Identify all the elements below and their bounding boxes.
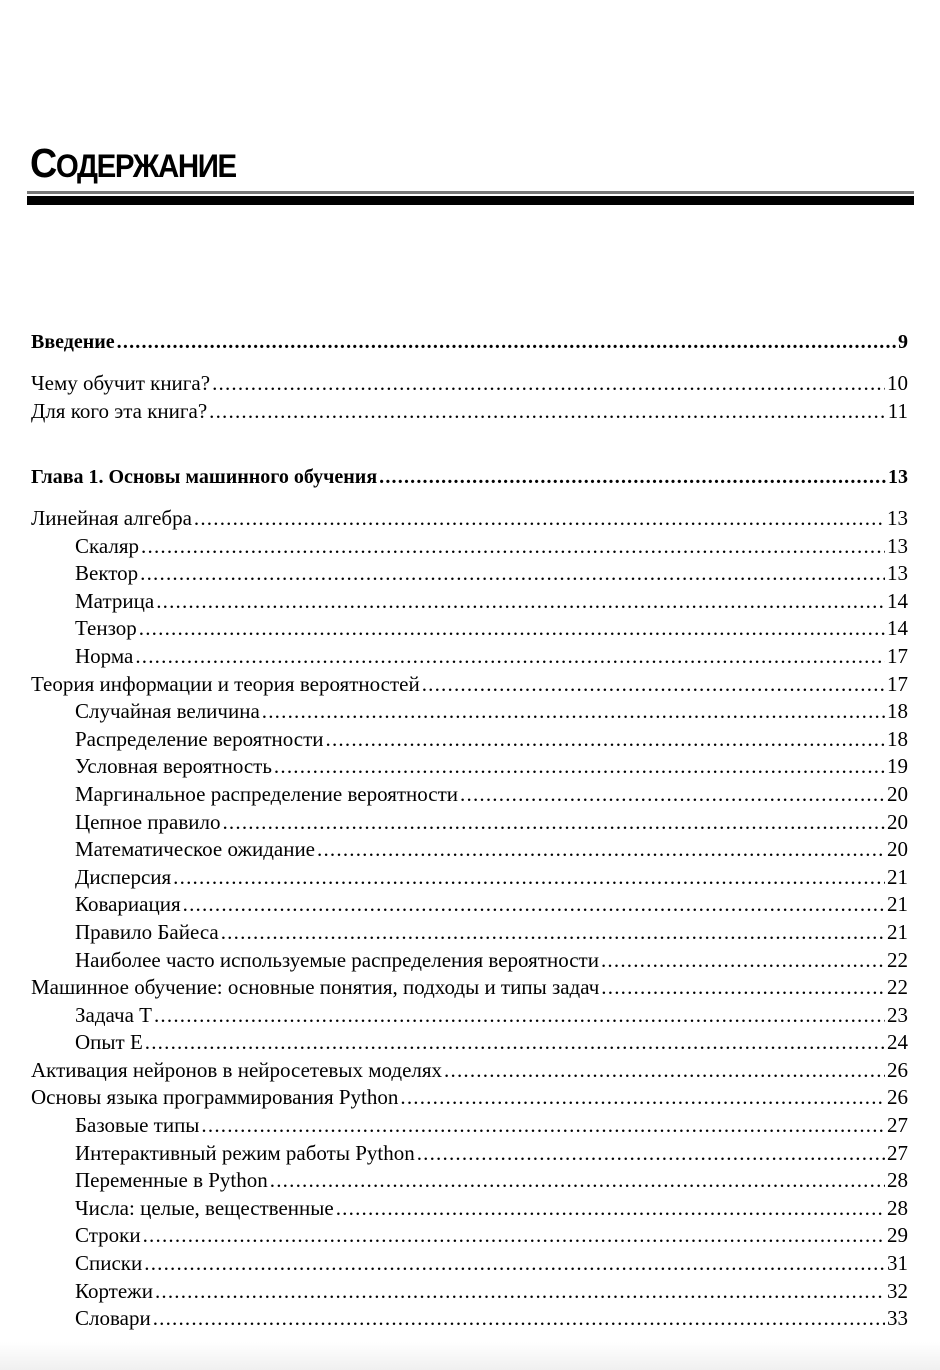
toc-entry[interactable] bbox=[31, 1222, 908, 1250]
toc-entry[interactable] bbox=[31, 560, 908, 588]
toc-entry-page: 26 bbox=[887, 1085, 908, 1110]
toc-entry-page: 13 bbox=[888, 466, 908, 488]
toc-entry-page: 18 bbox=[887, 699, 908, 724]
toc-entry[interactable] bbox=[31, 615, 908, 643]
toc-entry[interactable] bbox=[31, 864, 908, 892]
toc-entry[interactable] bbox=[31, 1112, 908, 1140]
toc-entry-page: 14 bbox=[887, 616, 908, 641]
toc-entry-label: Активация нейронов в нейросетевых моделях bbox=[31, 1057, 443, 1082]
toc-entry-label: Распределение вероятности bbox=[75, 726, 324, 751]
toc-entry-label: Математическое ожидание bbox=[75, 837, 316, 862]
toc-entry-label: Глава 1. Основы машинного обучения bbox=[31, 466, 378, 488]
dot-leader bbox=[135, 643, 885, 671]
toc-entry-page: 21 bbox=[887, 919, 908, 944]
toc-entry-page: 22 bbox=[887, 947, 908, 972]
toc-entry-page: 33 bbox=[887, 1306, 908, 1331]
toc-entry-page: 28 bbox=[887, 1195, 908, 1220]
toc-entry[interactable] bbox=[31, 588, 908, 616]
dot-leader bbox=[270, 1167, 885, 1195]
toc-entry[interactable] bbox=[31, 1167, 908, 1195]
toc-entry-label: Наиболее часто используемые распределения вероятности bbox=[75, 947, 599, 972]
dot-leader bbox=[194, 505, 885, 533]
toc-entry-label: Опыт Е bbox=[75, 1030, 143, 1055]
toc-entry[interactable] bbox=[31, 1084, 908, 1112]
dot-leader bbox=[326, 726, 885, 754]
toc-entry-label: Теория информации и теория вероятностей bbox=[31, 671, 420, 696]
toc-entry-page: 32 bbox=[887, 1278, 908, 1303]
toc-entry-label: Переменные в Python bbox=[75, 1168, 268, 1193]
dot-leader bbox=[274, 753, 885, 781]
toc-entry[interactable] bbox=[31, 464, 908, 492]
toc-group-intro bbox=[31, 329, 908, 357]
dot-leader bbox=[139, 615, 885, 643]
dot-leader bbox=[173, 864, 885, 892]
toc-entry-page: 29 bbox=[887, 1223, 908, 1248]
toc-entry-page: 20 bbox=[887, 781, 908, 806]
toc-entry[interactable] bbox=[31, 370, 908, 398]
toc-group-intro-sections bbox=[31, 370, 908, 425]
toc-entry[interactable] bbox=[31, 919, 908, 947]
toc-entry[interactable] bbox=[31, 1140, 908, 1168]
dot-leader bbox=[201, 1112, 885, 1140]
dot-leader bbox=[262, 698, 885, 726]
toc-entry[interactable] bbox=[31, 753, 908, 781]
toc-entry[interactable] bbox=[31, 1305, 908, 1333]
toc-entry-page: 17 bbox=[887, 671, 908, 696]
toc-entry[interactable] bbox=[31, 726, 908, 754]
toc-entry-label: Цепное правило bbox=[75, 809, 221, 834]
dot-leader bbox=[154, 1002, 885, 1030]
toc-entry[interactable] bbox=[31, 781, 908, 809]
toc-entry-page: 24 bbox=[887, 1030, 908, 1055]
toc-entry-label: Кортежи bbox=[75, 1278, 153, 1303]
toc-entry-label: Условная вероятность bbox=[75, 754, 272, 779]
toc-entry-page: 21 bbox=[887, 864, 908, 889]
toc-entry-page: 26 bbox=[887, 1057, 908, 1082]
toc-entry-label: Основы языка программирования Python bbox=[31, 1085, 399, 1110]
dot-leader bbox=[222, 809, 885, 837]
dot-leader bbox=[379, 464, 886, 492]
toc-entry-page: 14 bbox=[887, 588, 908, 613]
toc-entry-label: Вектор bbox=[75, 561, 139, 586]
toc-entry[interactable] bbox=[31, 1029, 908, 1057]
toc-entry-label: Случайная величина bbox=[75, 699, 260, 724]
dot-leader bbox=[140, 560, 885, 588]
toc-entry-label: Строки bbox=[75, 1223, 141, 1248]
toc-group-chapter-1 bbox=[31, 464, 908, 492]
dot-leader bbox=[317, 836, 885, 864]
dot-leader bbox=[183, 891, 885, 919]
dot-leader bbox=[153, 1305, 885, 1333]
toc-entry[interactable] bbox=[31, 947, 908, 975]
toc-entry-label: Базовые типы bbox=[75, 1113, 200, 1138]
dot-leader bbox=[143, 1222, 885, 1250]
toc-entry-page: 22 bbox=[887, 975, 908, 1000]
dot-leader bbox=[155, 1278, 885, 1306]
toc-entry-label: Списки bbox=[75, 1251, 143, 1276]
page-bottom-shadow bbox=[0, 1342, 940, 1370]
dot-leader bbox=[601, 974, 885, 1002]
toc-group-chapter-1-sections bbox=[31, 505, 908, 1333]
toc-entry[interactable] bbox=[31, 1195, 908, 1223]
toc-entry-label: Интерактивный режим работы Python bbox=[75, 1140, 415, 1165]
toc-entry-page: 23 bbox=[887, 1002, 908, 1027]
toc-entry-page: 21 bbox=[887, 892, 908, 917]
toc-entry-label: Для кого эта книга? bbox=[31, 398, 208, 423]
toc-entry-page: 19 bbox=[887, 754, 908, 779]
toc-entry-page: 27 bbox=[887, 1140, 908, 1165]
toc-entry-page: 31 bbox=[887, 1251, 908, 1276]
toc-entry-page: 10 bbox=[887, 371, 908, 395]
toc-entry[interactable] bbox=[31, 891, 908, 919]
dot-leader bbox=[601, 947, 885, 975]
toc-entry-page: 9 bbox=[898, 331, 908, 353]
toc-entry-page: 11 bbox=[887, 398, 908, 423]
toc-entry[interactable] bbox=[31, 698, 908, 726]
toc-entry-label: Словари bbox=[75, 1306, 151, 1331]
dot-leader bbox=[209, 398, 886, 426]
dot-leader bbox=[444, 1057, 885, 1085]
toc-entry[interactable] bbox=[31, 643, 908, 671]
toc-entry-page: 13 bbox=[887, 533, 908, 558]
toc-entry-page: 13 bbox=[887, 506, 908, 530]
toc-entry-label: Маргинальное распределение вероятности bbox=[75, 781, 459, 806]
toc-entry[interactable] bbox=[31, 836, 908, 864]
toc-entry[interactable] bbox=[31, 1002, 908, 1030]
toc-entry[interactable] bbox=[31, 809, 908, 837]
dot-leader bbox=[417, 1140, 885, 1168]
toc-entry[interactable] bbox=[31, 671, 908, 699]
toc-entry-label: Чему обучит книга? bbox=[31, 371, 211, 395]
toc-entry-label: Скаляр bbox=[75, 533, 140, 558]
toc-entry-page: 28 bbox=[887, 1168, 908, 1193]
toc-entry-label: Введение bbox=[31, 331, 115, 353]
dot-leader bbox=[212, 370, 885, 398]
toc-entry[interactable] bbox=[31, 974, 908, 1002]
dot-leader bbox=[460, 781, 885, 809]
toc-entry[interactable] bbox=[31, 533, 908, 561]
dot-leader bbox=[145, 1029, 885, 1057]
toc-entry[interactable] bbox=[31, 1057, 908, 1085]
dot-leader bbox=[156, 588, 885, 616]
toc-entry-label: Ковариация bbox=[75, 892, 181, 917]
toc-entry-page: 20 bbox=[887, 837, 908, 862]
toc-entry[interactable] bbox=[31, 329, 908, 357]
toc-entry-label: Матрица bbox=[75, 588, 155, 613]
toc-entry[interactable] bbox=[31, 398, 908, 426]
toc-entry-label: Правило Байеса bbox=[75, 919, 219, 944]
toc-entry[interactable] bbox=[31, 505, 908, 533]
toc-entry-label: Норма bbox=[75, 643, 134, 668]
toc-entry-label: Машинное обучение: основные понятия, подходы и типы задач bbox=[31, 975, 600, 1000]
toc-entry-label: Задача Т bbox=[75, 1002, 152, 1027]
toc-entry[interactable] bbox=[31, 1278, 908, 1306]
dot-leader bbox=[144, 1250, 885, 1278]
title-rule-thin bbox=[27, 191, 914, 194]
dot-leader bbox=[336, 1195, 885, 1223]
toc-entry[interactable] bbox=[31, 1250, 908, 1278]
title-rule-thick bbox=[27, 196, 914, 205]
page-title: СОДЕРЖАНИЕ bbox=[30, 140, 236, 186]
toc-entry-label: Дисперсия bbox=[75, 864, 172, 889]
dot-leader bbox=[141, 533, 885, 561]
dot-leader bbox=[117, 329, 896, 357]
toc-entry-page: 17 bbox=[887, 643, 908, 668]
dot-leader bbox=[422, 671, 885, 699]
dot-leader bbox=[221, 919, 885, 947]
toc-entry-page: 20 bbox=[887, 809, 908, 834]
toc-entry-page: 18 bbox=[887, 726, 908, 751]
toc-entry-page: 13 bbox=[887, 561, 908, 586]
toc-entry-page: 27 bbox=[887, 1113, 908, 1138]
toc-entry-label: Тензор bbox=[75, 616, 137, 641]
dot-leader bbox=[400, 1084, 885, 1112]
toc-entry-label: Линейная алгебра bbox=[31, 506, 192, 530]
toc-entry-label: Числа: целые, вещественные bbox=[75, 1195, 334, 1220]
